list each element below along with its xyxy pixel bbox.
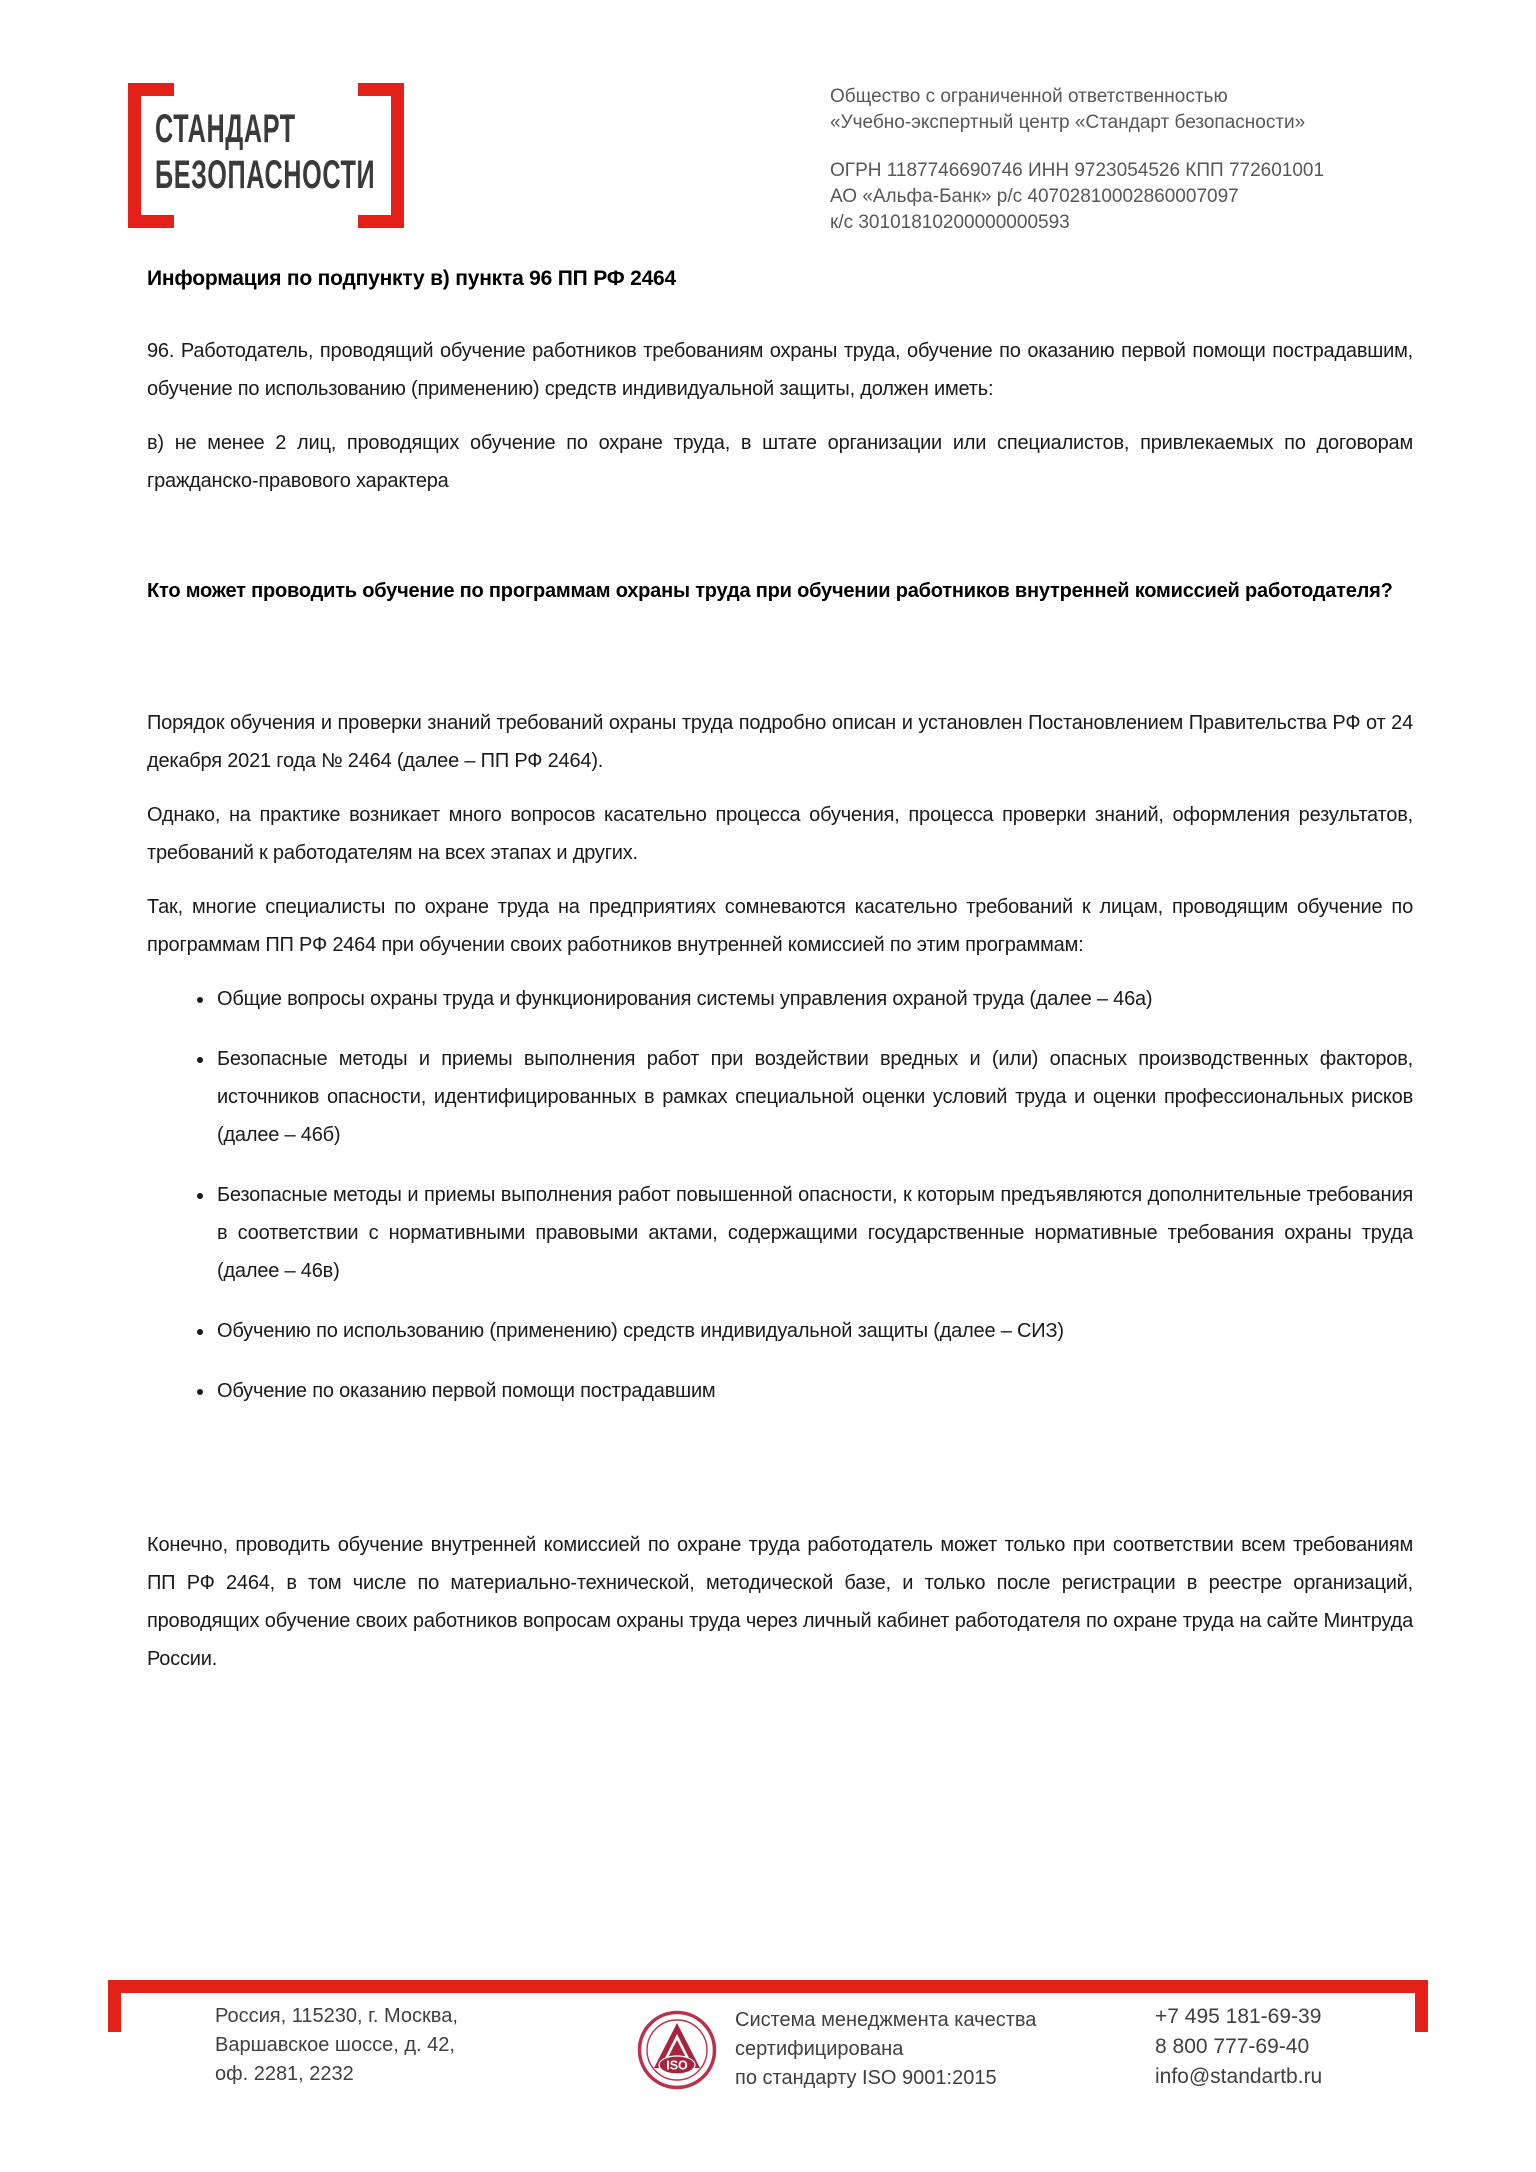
list-item: • Общие вопросы охраны труда и функционирования системы управления охраной труда (далее – 46а): [215, 980, 1413, 1018]
section-spacer: [147, 626, 1413, 704]
paragraph-intro-1: Порядок обучения и проверки знаний требований охраны труда подробно описан и установлен Постановлением Правительства РФ от 24 декабря 2021 года № 2464 (далее – ПП РФ 2464).: [147, 712, 1413, 772]
section-spacer: [147, 516, 1413, 572]
paragraph-intro-2: Однако, на практике возникает много вопросов касательно процесса обучения, процесса проверки знаний, оформления результатов, требований к работодателям на всех этапах и других.: [147, 804, 1413, 864]
iso-text-line-1: Система менеджмента качества: [735, 2009, 1037, 2031]
phone-number-2: 8 800 777-69-40: [1155, 2035, 1310, 2058]
section-spacer: [147, 1432, 1413, 1526]
iso-9001-stamp-icon: [637, 2010, 717, 2090]
company-logo: [128, 83, 404, 228]
footer-address: [215, 2002, 458, 2089]
address-line-1: Россия, 115230, г. Москва,: [215, 2005, 458, 2027]
iso-text-line-3: по стандарту ISO 9001:2015: [735, 2067, 997, 2089]
company-name: «Учебно-экспертный центр «Стандарт безопасности»: [830, 112, 1306, 133]
iso-badge-label: ISO: [666, 2058, 688, 2073]
address-line-3: оф. 2281, 2232: [215, 2063, 354, 2085]
paragraph-intro-3: Так, многие специалисты по охране труда на предприятиях сомневаются касательно требований к лицам, проводящим обучение по программам ПП РФ 2464 при обучении своих работников внутренней комиссией по этим программам:: [147, 896, 1413, 956]
paragraph-point-96: 96. Работодатель, проводящий обучение работников требованиям охраны труда, обучение по оказанию первой помощи пострадавшим, обучение по использованию (применению) средств индивидуальной защиты, должен иметь:: [147, 340, 1413, 400]
company-details: [830, 84, 1430, 236]
company-legal-form: Общество с ограниченной ответственностью: [830, 86, 1228, 107]
company-details-spacer: [830, 136, 1430, 158]
company-corr-account: к/с 30101810200000000593: [830, 212, 1070, 233]
footer-contacts: [1155, 2002, 1322, 2092]
footer-iso-certification: [735, 2006, 1036, 2093]
list-item: • Обучению по использованию (применению) средств индивидуальной защиты (далее – СИЗ): [215, 1312, 1413, 1350]
phone-number-1: +7 495 181-69-39: [1155, 2005, 1322, 2028]
paragraph-subpoint-v: в) не менее 2 лиц, проводящих обучение по охране труда, в штате организации или специалистов, привлекаемых по договорам гражданско-правового характера: [147, 432, 1413, 492]
logo-line-2: БЕЗОПАСНОСТИ: [155, 153, 376, 197]
list-item: • Безопасные методы и приемы выполнения работ при воздействии вредных и (или) опасных производственных факторов, источников опасности, идентифицированных в рамках специальной оценки условий труда и оценки профессиональных рисков (далее – 46б): [215, 1040, 1413, 1154]
question-heading: Кто может проводить обучение по программам охраны труда при обучении работников внутренней комиссией работодателя?: [147, 580, 1393, 602]
logo-wordmark: [155, 106, 375, 198]
email-address: info@standartb.ru: [1155, 2065, 1323, 2088]
company-bank-account: АО «Альфа-Банк» р/с 40702810002860007097: [830, 186, 1239, 207]
company-registration-numbers: ОГРН 1187746690746 ИНН 9723054526 КПП 772601001: [830, 160, 1325, 181]
iso-text-line-2: сертифицирована: [735, 2038, 904, 2060]
paragraph-closing: Конечно, проводить обучение внутренней комиссией по охране труда работодатель может только при соответствии всем требованиям ПП РФ 2464, в том числе по материально-технической, методической базе, и только после регистрации в реестре организаций, проводящих обучение своих работников вопросам охраны труда через личный кабинет работодателя по охране труда на сайте Минтруда России.: [147, 1534, 1413, 1670]
training-programs-list: [147, 980, 1413, 1410]
address-line-2: Варшавское шоссе, д. 42,: [215, 2034, 455, 2056]
document-title: Информация по подпункту в) пункта 96 ПП РФ 2464: [147, 267, 677, 290]
logo-line-1: СТАНДАРТ: [155, 107, 296, 151]
document-body: [147, 260, 1413, 1694]
list-item: • Обучение по оказанию первой помощи пострадавшим: [215, 1372, 1413, 1410]
list-item: • Безопасные методы и приемы выполнения работ повышенной опасности, к которым предъявляются дополнительные требования в соответствии с нормативными правовыми актами, содержащими государственные нормативные требования охраны труда (далее – 46в): [215, 1176, 1413, 1290]
